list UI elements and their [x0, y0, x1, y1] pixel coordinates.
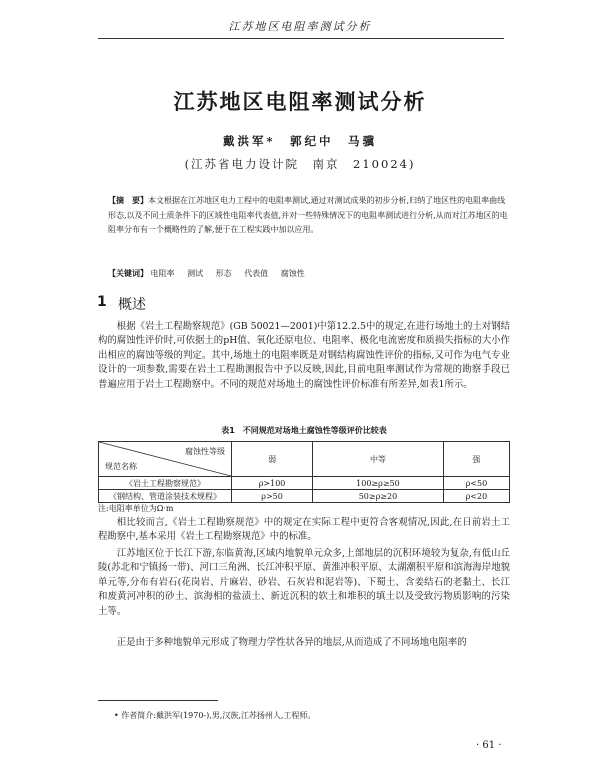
- header-grade-label: 腐蚀性等级: [185, 447, 225, 456]
- paragraph-2: 相比较而言,《岩土工程勘察规范》中的规定在实际工程中更符合客观情况,因此,在日前岩土工程勘察中,基本采用《岩土工程勘察规范》中的标准。: [98, 517, 510, 543]
- column-header: 强: [443, 442, 509, 477]
- section-title: 概述: [118, 297, 146, 313]
- table-cell: ρ<20: [443, 490, 509, 503]
- comparison-table: [98, 441, 510, 503]
- table-cell: 50≥ρ≥20: [313, 490, 444, 503]
- abstract-text: 本文根据在江苏地区电力工程中的电阻率测试,通过对测试成果的初步分析,归纳了地区性的电阻率曲线形态,以及不同土质条件下的区域性电阻率代表值,并对一些特殊情况下的电阻率测试进行分析,从而对江苏地区的电阻率分布有一个概略性的了解,便于在工程实践中加以应用。: [108, 196, 508, 235]
- author-footnote: • 作者简介:戴洪军(1970-),男,汉族,江苏扬州人,工程师。: [114, 711, 316, 720]
- affiliation: (江苏省电力设计院 南京 210024): [184, 157, 416, 171]
- table-cell: ρ>50: [232, 490, 313, 503]
- keywords-label: 【关键词】: [108, 269, 148, 278]
- table-caption: 表1 不同规范对场地土腐蚀性等级评价比较表: [221, 426, 387, 435]
- section-number: 1: [97, 294, 107, 310]
- authors: 戴洪军* 郭纪中 马骥: [222, 134, 377, 148]
- table-row: [99, 490, 510, 503]
- row-spec-name: 《钢结构、管道涂装技术规程》: [99, 490, 232, 503]
- header-rule: [98, 38, 504, 39]
- table-row: [99, 477, 510, 490]
- keyword: 代表值: [244, 269, 269, 278]
- footnote-rule: [98, 700, 218, 701]
- table-cell: ρ>100: [232, 477, 313, 490]
- keywords: [108, 268, 508, 279]
- header-spec-label: 规范名称: [105, 462, 137, 471]
- column-header: 弱: [232, 442, 313, 477]
- keyword: 测试: [187, 269, 204, 278]
- table-header-row: [99, 442, 510, 477]
- column-header: 中等: [313, 442, 444, 477]
- paragraph-4: 正是由于多种地貌单元形成了物理力学性状各异的地层,从而造成了不同场地电阻率的: [116, 637, 467, 648]
- keyword: 形态: [215, 269, 232, 278]
- paragraph-1: 根据《岩土工程勘察规范》(GB 50021—2001)中第12.2.5中的规定,在进行场地土的土对钢结构的腐蚀性评价时,可依据土的pH值、氧化还原电位、电阻率、极化电流密度和质损失指标的大小作出相应的腐蚀等级的判定。其中,场地土的电阻率既是对钢结构腐蚀性评价的指标,又可作为电气专业设计的一项参数,需要在岩土工程勘测报告中予以反映,因此,目前电阻率测试作为常规的勘察手段已普遍应用于岩土工程勘察中。不同的规范对场地土的腐蚀性评价标准有所差异,如表1所示。: [98, 321, 510, 390]
- running-header: 江苏地区电阻率测试分析: [228, 20, 372, 33]
- table-cell: ρ<50: [443, 477, 509, 490]
- keyword: 腐蚀性: [280, 269, 305, 278]
- paper-title: 江苏地区电阻率测试分析: [173, 90, 427, 114]
- abstract-label: 【摘 要】: [108, 196, 148, 205]
- abstract: [108, 194, 508, 238]
- table-note: 注:电阻率单位为Ω·m: [98, 504, 174, 513]
- table-cell: 100≥ρ≥50: [313, 477, 444, 490]
- page-number: · 61 ·: [476, 740, 502, 751]
- row-spec-name: 《岩土工程勘察规范》: [99, 477, 232, 490]
- diagonal-header-cell: [99, 442, 232, 477]
- keyword: 电阻率: [150, 269, 175, 278]
- paragraph-3: 江苏地区位于长江下游,东临黄海,区域内地貌单元众多,上部地层的沉积环境较为复杂,有低山丘陵(苏北和宁镇扬一带)、河口三角洲、长江冲积平原、黄淮冲积平原、太湖潮积平原和滨海海岸地貌单元等,分布有岩石(花岗岩、片麻岩、砂岩、石灰岩和泥岩等)、下蜀土、含姜结石的老黏土、长江和废黄河冲积的砂土、滨海相的盐渍土、新近沉积的软土和堆积的填土以及受致污物质影响的污染土等。: [98, 548, 510, 617]
